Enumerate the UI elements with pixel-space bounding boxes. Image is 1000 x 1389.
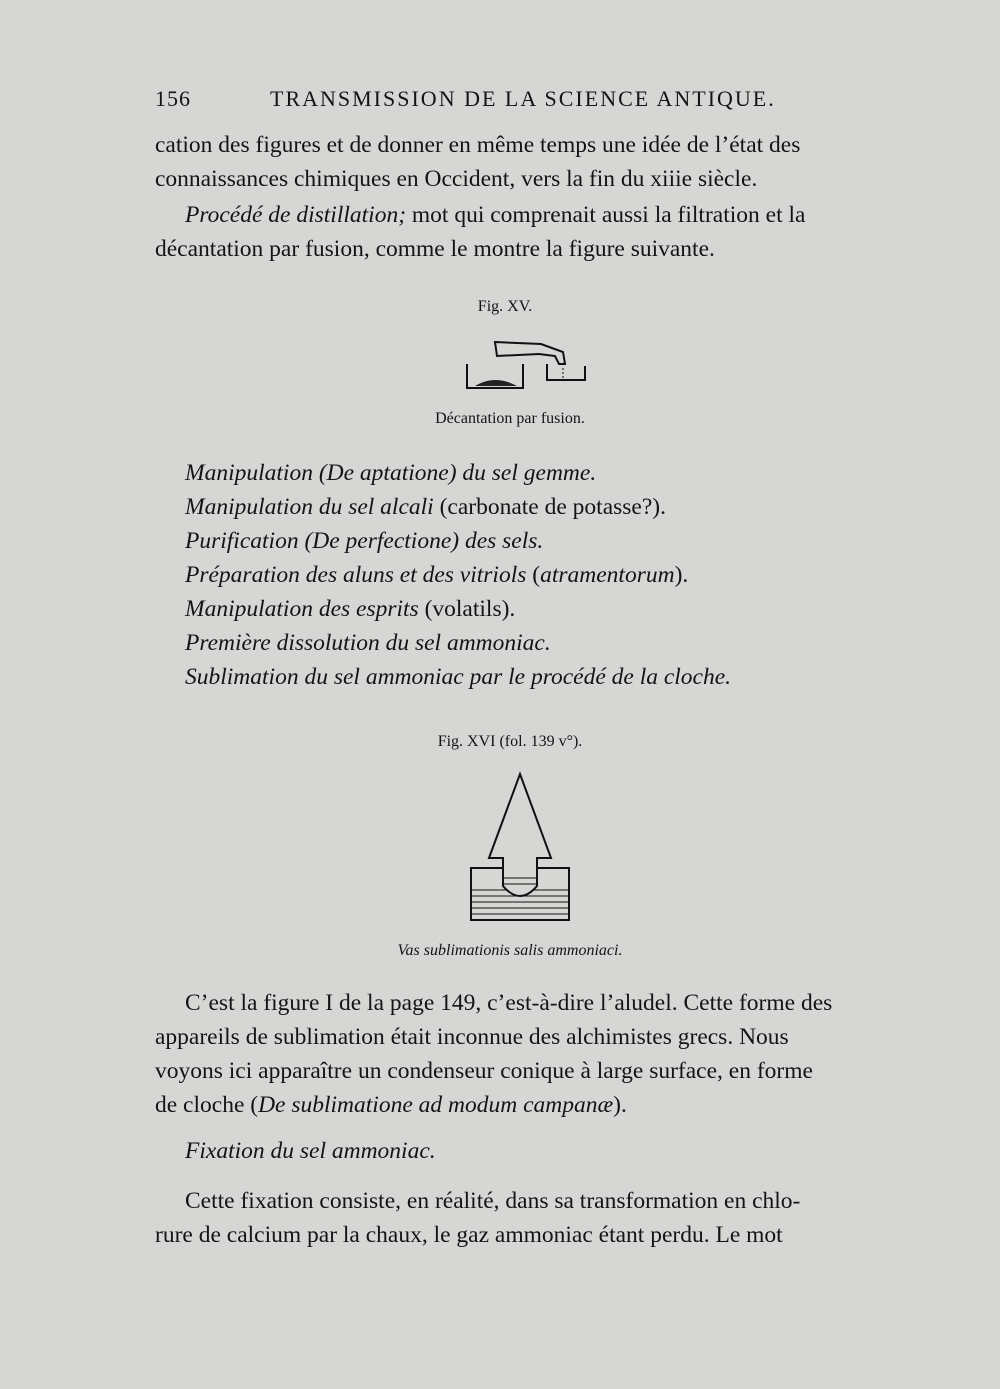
figure-15-illustration: [455, 330, 595, 400]
paragraph-1: [155, 128, 900, 196]
figure-15-label: Fig. XV.: [477, 298, 533, 315]
paragraph-4: [155, 1134, 900, 1168]
paragraph-2-line-1: [155, 198, 900, 232]
paragraph-3-line-4-a: de cloche (: [155, 1092, 259, 1118]
figure-16-label: Fig. XVI (fol. 139 v°).: [437, 733, 583, 750]
procedure-list: [185, 456, 905, 694]
list-item-text: Purification (De perfectione) des sels.: [185, 528, 544, 554]
list-item: [185, 660, 905, 694]
paragraph-1-line-1: cation des figures et de donner en même temps une idée de l’état des: [155, 132, 801, 158]
figure-16-caption: Vas sublimationis salis ammoniaci.: [397, 942, 623, 959]
list-item-text: Manipulation des esprits: [185, 596, 419, 622]
paragraph-2: [155, 198, 900, 266]
list-item: [185, 626, 905, 660]
list-item-text: Sublimation du sel ammoniac par le procédé de la cloche.: [185, 664, 732, 690]
list-item-text: (: [526, 562, 541, 588]
page-number: 156: [155, 86, 191, 111]
list-item-text: ).: [674, 562, 689, 588]
list-item: [185, 558, 905, 592]
paragraph-3-line-4-italic: De sublimatione ad modum campanæ: [258, 1092, 614, 1118]
running-title: TRANSMISSION DE LA SCIENCE ANTIQUE.: [270, 86, 776, 111]
list-item-text: (carbonate de potasse?).: [433, 494, 666, 520]
list-item-text: atramentorum: [540, 562, 675, 588]
paragraph-4-line-1: Fixation du sel ammoniac.: [185, 1138, 436, 1164]
paragraph-2-line-2: décantation par fusion, comme le montre la figure suivante.: [155, 236, 715, 262]
paragraph-5-line-2: rure de calcium par la chaux, le gaz ammoniac étant perdu. Le mot: [155, 1222, 783, 1248]
list-item-text: Manipulation du sel alcali: [185, 494, 434, 520]
paragraph-3-line-4: [155, 1088, 900, 1122]
list-item-text: du sel gemme.: [462, 460, 597, 486]
list-item-text: (volatils).: [418, 596, 516, 622]
paragraph-3: [155, 986, 900, 1122]
paragraph-5: [155, 1184, 900, 1252]
paragraph-3-line-3: voyons ici apparaître un condenseur conique à large surface, en forme: [155, 1058, 813, 1084]
paragraph-3-line-2: appareils de sublimation était inconnue des alchimistes grecs. Nous: [155, 1024, 789, 1050]
list-item: [185, 592, 905, 626]
figure-15-caption: Décantation par fusion.: [435, 410, 585, 427]
paragraph-3-line-1: C’est la figure I de la page 149, c’est-à-dire l’aludel. Cette forme des: [185, 990, 833, 1016]
paragraph-5-line-1: Cette fixation consiste, en réalité, dans sa transformation en chlo-: [185, 1188, 801, 1214]
paragraph-3-line-4-c: ).: [613, 1092, 627, 1118]
list-item: [185, 524, 905, 558]
list-item-text: Manipulation: [185, 460, 313, 486]
paragraph-2-italic: Procédé de distillation;: [185, 202, 407, 228]
list-item-text: Préparation des aluns et des vitriols: [185, 562, 527, 588]
list-item-text: Première dissolution du sel ammoniac.: [185, 630, 551, 656]
paragraph-2-rest: mot qui comprenait aussi la filtration et la: [406, 202, 806, 228]
figure-16-illustration: [465, 768, 575, 928]
paragraph-1-line-2: connaissances chimiques en Occident, vers la fin du xiiie siècle.: [155, 166, 758, 192]
running-header: [155, 86, 900, 116]
list-item-text: (De aptatione): [312, 460, 463, 486]
list-item: [185, 490, 905, 524]
list-item: [185, 456, 905, 490]
